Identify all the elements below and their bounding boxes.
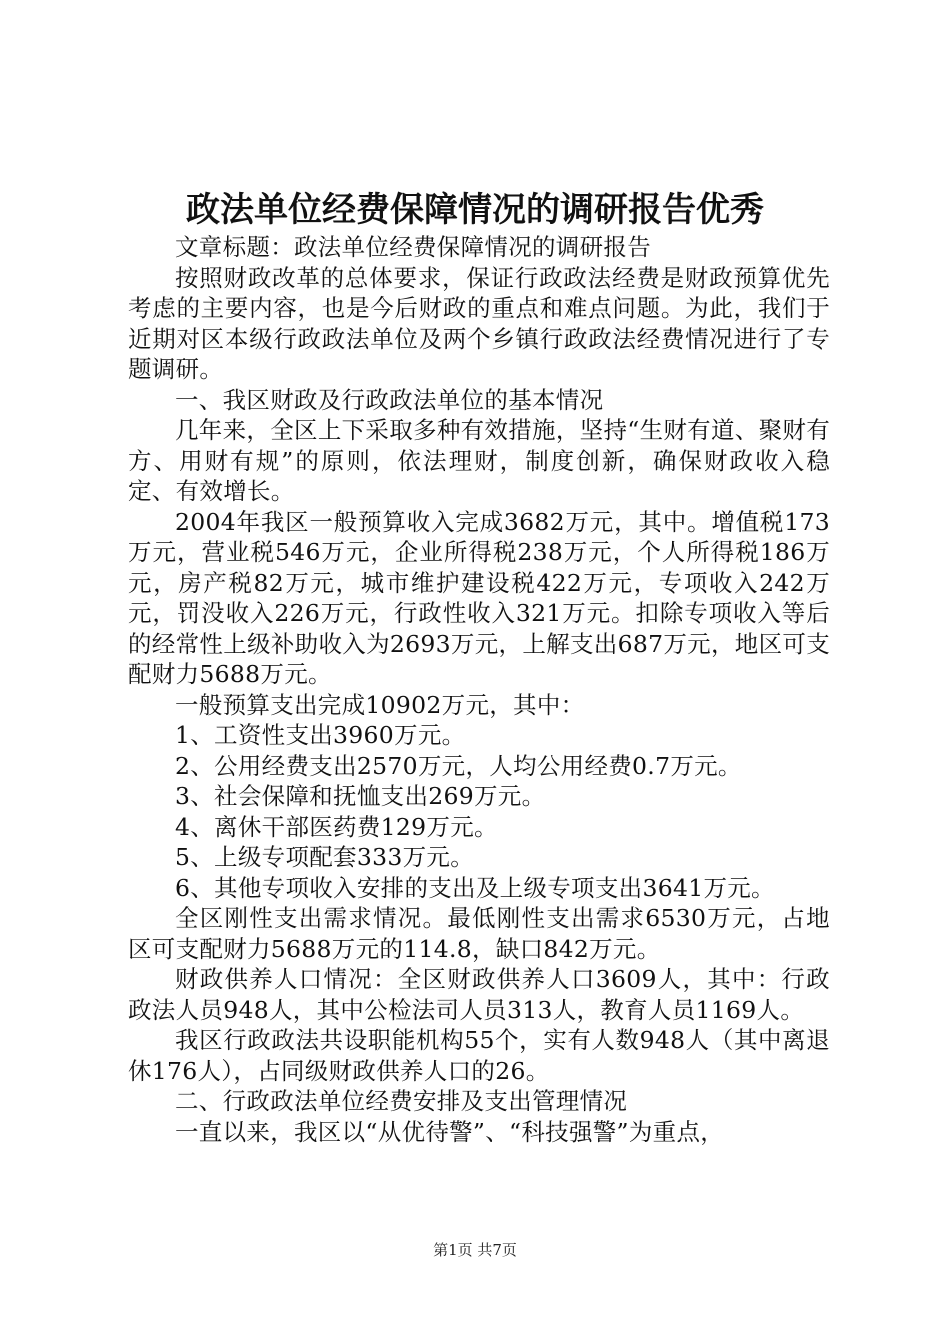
document-body bbox=[128, 232, 830, 1147]
paragraph-article-title: 文章标题：政法单位经费保障情况的调研报告 bbox=[175, 233, 651, 261]
document-title: 政法单位经费保障情况的调研报告优秀 bbox=[186, 190, 764, 230]
paragraph: 我区行政政法共设职能机构55个，实有人数948人（其中离退休176人），占同级财政供养人口的26。 bbox=[128, 1026, 830, 1085]
section-heading-1: 一、我区财政及行政政法单位的基本情况 bbox=[175, 385, 604, 414]
paragraph: 财政供养人口情况：全区财政供养人口3609人，其中：行政政法人员948人，其中公检法司人员313人，教育人员1169人。 bbox=[128, 965, 830, 1024]
list-item: 6、其他专项收入安排的支出及上级专项支出3641万元。 bbox=[175, 873, 775, 902]
paragraph: 一般预算支出完成10902万元，其中： bbox=[175, 690, 585, 719]
page-footer: 第1页 共7页 bbox=[433, 1241, 517, 1259]
list-item: 5、上级专项配套333万元。 bbox=[175, 843, 475, 871]
list-item: 4、离休干部医药费129万元。 bbox=[175, 812, 498, 841]
list-item: 2、公用经费支出2570万元，人均公用经费0.7万元。 bbox=[175, 751, 742, 780]
paragraph: 2004年我区一般预算收入完成3682万元，其中。增值税173万元，营业税546万元，企业所得税238万元，个人所得税186万元，房产税82万元，城市维护建设税422万元，专项收入242万元，罚没收入226万元，行政性收入321万元。扣除专项收入等后的经常性上级补助收入为2693万元，上解支出687万元，地区可支配财力5688万元。 bbox=[128, 507, 830, 688]
paragraph: 全区刚性支出需求情况。最低刚性支出需求6530万元，占地区可支配财力5688万元的114.8，缺口842万元。 bbox=[128, 904, 830, 963]
section-heading-2: 二、行政政法单位经费安排及支出管理情况 bbox=[175, 1087, 628, 1115]
list-item: 3、社会保障和抚恤支出269万元。 bbox=[175, 782, 546, 810]
list-item: 1、工资性支出3960万元。 bbox=[175, 721, 466, 749]
paragraph: 一直以来，我区以“从优待警”、“科技强警”为重点， bbox=[175, 1117, 725, 1146]
paragraph: 几年来，全区上下采取多种有效措施，坚持“生财有道、聚财有方、用财有规”的原则，依法理财，制度创新，确保财政收入稳定、有效增长。 bbox=[128, 416, 830, 505]
paragraph-intro: 按照财政改革的总体要求，保证行政政法经费是财政预算优先考虑的主要内容，也是今后财政的重点和难点问题。为此，我们于近期对区本级行政政法单位及两个乡镇行政政法经费情况进行了专题调研。 bbox=[128, 263, 830, 383]
